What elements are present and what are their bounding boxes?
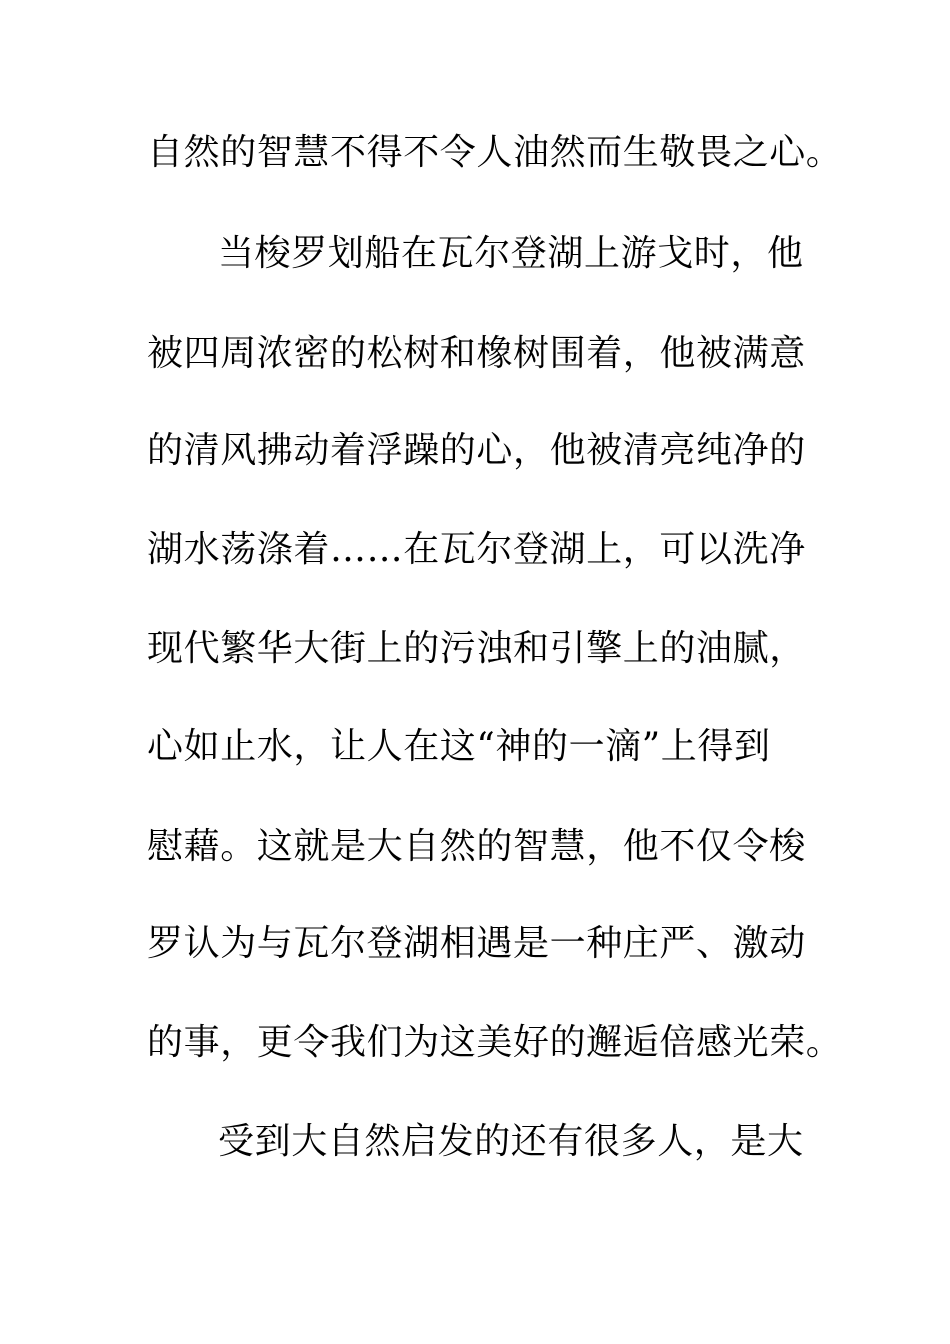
text-line-9: 罗认为与瓦尔登湖相遇是一种庄严、激动 <box>147 923 806 964</box>
text-line-3: 被四周浓密的松树和橡树围着，他被满意 <box>147 333 806 374</box>
text-line-10: 的事，更令我们为这美好的邂逅倍感光荣。 <box>147 1022 843 1063</box>
text-line-4: 的清风拂动着浮躁的心，他被清亮纯净的 <box>147 430 806 471</box>
text-line-8: 慰藉。这就是大自然的智慧，他不仅令梭 <box>147 826 806 867</box>
text-line-1: 自然的智慧不得不令人油然而生敬畏之心。 <box>147 132 843 173</box>
text-line-6: 现代繁华大街上的污浊和引擎上的油腻， <box>147 628 806 669</box>
paragraph-start-line: 当梭罗划船在瓦尔登湖上游戈时，他 <box>218 233 804 274</box>
paragraph-start-line-2: 受到大自然启发的还有很多人，是大 <box>218 1121 804 1162</box>
text-line-5: 湖水荡涤着……在瓦尔登湖上，可以洗净 <box>147 529 806 570</box>
text-line-7: 心如止水，让人在这“神的一滴”上得到 <box>147 726 771 767</box>
